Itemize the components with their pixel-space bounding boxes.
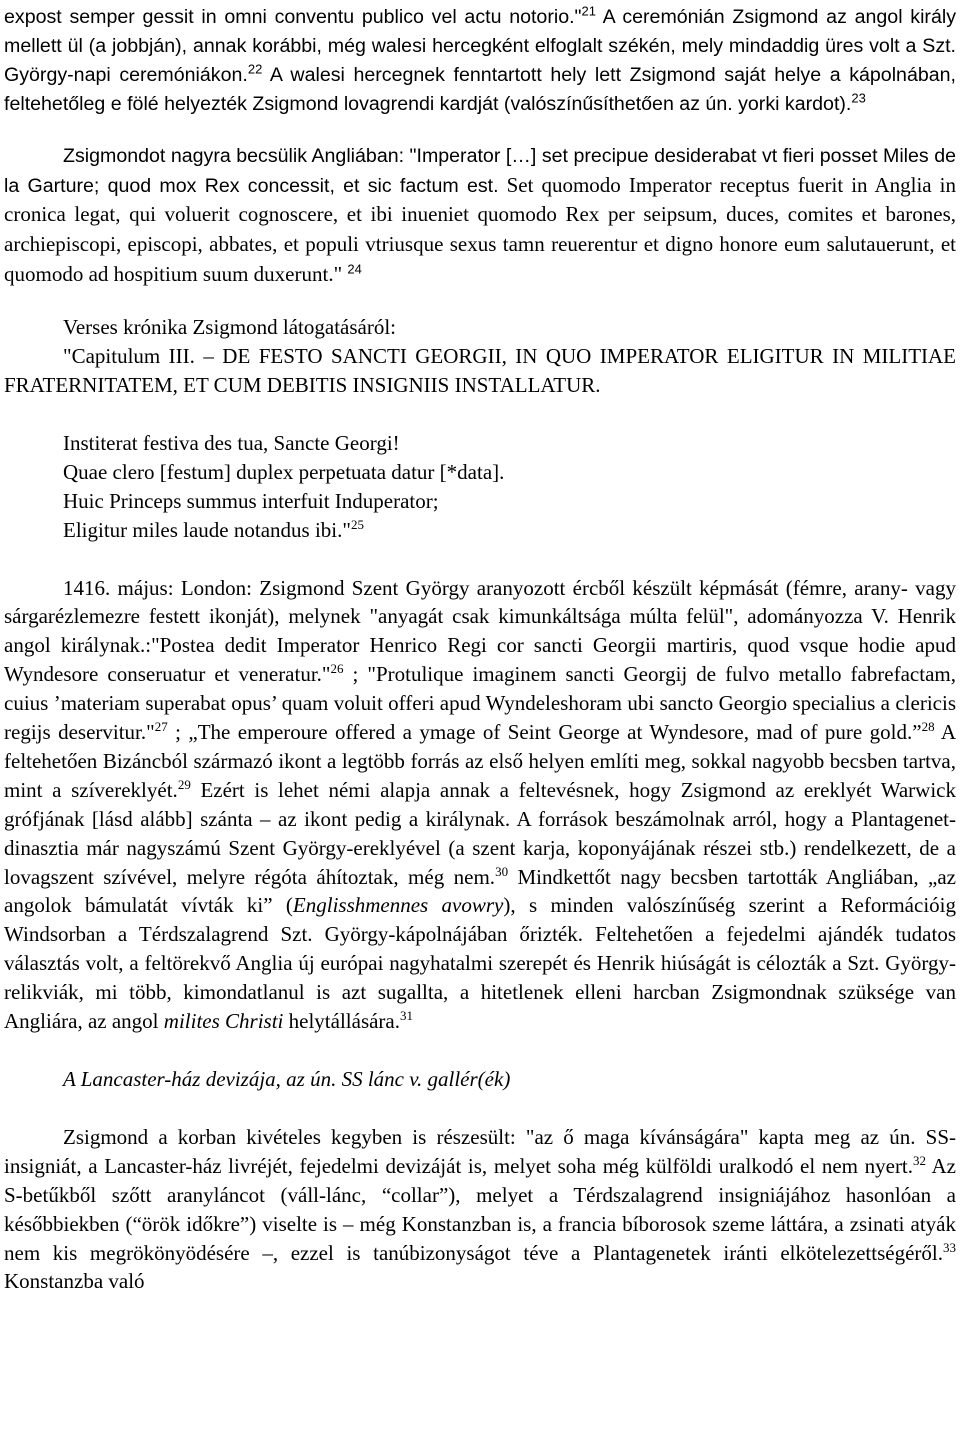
paragraph-ceremony <box>4 3 956 119</box>
ellipsis: … <box>511 144 531 167</box>
verse-block <box>4 429 956 545</box>
footnote-ref[interactable]: 21 <box>581 3 596 19</box>
heading-text: A Lancaster-ház devizája, az ún. SS lánc v. gallér(ék) <box>63 1067 511 1091</box>
footnote-ref[interactable]: 33 <box>943 1239 956 1255</box>
footnote-ref[interactable]: 32 <box>913 1152 927 1168</box>
text-segment: Verses krónika Zsigmond látogatásáról: <box>63 315 397 340</box>
text-segment: Mindkettőt nagy becsben tartották Angliában, „az angolok bámulatát vívták ki” ( <box>4 864 956 918</box>
text-segment: Az S-betűkből szőtt aranyláncot (váll-lánc, “collar”), melyet a Térdszalagrend insigniájához hasonlóan a későbbiekben (“örök időkre”) viselte is – még Konstanzban is, a francia bíborosok szeme láttára, a zsinati atyák nem kis megrökönyödésére –, ezzel is tanúbizonyságot téve a Plantagenetek iránti elkötelezettségéről. <box>4 1153 957 1265</box>
italic-text: milites Christi <box>163 1009 284 1034</box>
text-segment: ; "Protulique imaginem sancti Georgij de fulvo metallo fabrefactam, cuius ’materiam superabat opus’ quam voluit offeri apud Wyndeleshoram ubi sancto Georgio specialius a clericis regijs deservitur." <box>4 662 956 745</box>
text-segment: DE FESTO SANCTI GEORGII, IN QUO IMPERATOR ELIGITUR IN MILITIAE FRATERNITATEM, ET CUM DEBITIS INSIGNIIS INSTALLATUR. <box>4 344 957 397</box>
footnote-ref[interactable]: 31 <box>400 1008 413 1024</box>
footnote-ref[interactable]: 27 <box>154 719 168 735</box>
text-segment: expost semper gessit in omni conventu publico vel actu notorio." <box>4 6 582 28</box>
paragraph-ss-collar <box>4 1123 956 1296</box>
paragraph-icon-gift <box>4 574 956 1037</box>
footnote-ref[interactable]: 23 <box>851 90 866 106</box>
footnote-ref[interactable]: 28 <box>921 719 935 735</box>
text-segment: ), s minden valószínűség szerint a Reformációig Windsorban a Térdszalagrend Szt. György-kápolnájában őrizték. Feltehetően a fejedelmi ajándék tudatos választás volt, a feltörekvő Anglia új európai nagyhatalmi szerepét és Henrik hiúságát is célozták a Szt. György-relikviák, mi több, kimondatlanul is azt sugallta, a hitetlenek elleni harcban Zsigmondnak szüksége van Angliára, az angol <box>4 893 956 1034</box>
italic-text: Englisshmennes avowry <box>292 893 504 918</box>
footnote-ref[interactable]: 25 <box>350 516 364 532</box>
footnote-ref[interactable]: 29 <box>177 776 191 792</box>
text-segment: 1416. május: London: Zsigmond Szent György aranyozott ércből készült képmását (fémre, arany- vagy sárgarézlemezre festett ikonját), melynek "anyagát csak kimunkáltsága múlta felül", adományozza V. Henrik angol királynak.:"Postea dedit Imperator Henrico Regi cor sancti Georgii martiris, quod vsque hodie apud Wyndesore conseruatur et veneratur." <box>4 575 956 687</box>
text-segment: Konstanzba való <box>4 1269 145 1294</box>
dash: – <box>203 344 214 369</box>
text-segment: Ezért is lehet némi alapja annak a feltevésnek, hogy Zsigmond az ereklyét Warwick grófjának [lásd alább] szánta – az ikont pedig a királynak. A források beszámolnak arról, hogy a Plantagenet-dinasztia már nagyszámú Szent György-ereklyével (a szent karja, koponyájának részei stb.) rendelkezett, de a lovagszent szívével, melyre régóta áhítoztak, még nem. <box>4 777 956 889</box>
footnote-ref[interactable]: 22 <box>247 61 263 77</box>
text-segment: A walesi hercegnek fenntartott hely lett Zsigmond saját helye a kápolnában, feltehetőleg e fölé helyezték Zsigmond lovagrendi kardját (valószínűsíthetően az ún. yorki kardot). <box>4 63 956 115</box>
section-heading <box>4 1065 956 1094</box>
verse-line <box>63 516 956 545</box>
verse-line: Quae clero [festum] duplex perpetuata datur [*data]. <box>63 459 505 484</box>
text-segment: ] set precipue desiderabat vt fieri posset Miles de la Garture; quod mox Rex concessit, et sic factum est. <box>4 144 957 197</box>
text-segment: helytállására. <box>283 1009 400 1034</box>
text-segment: A feltehetően Bizáncból származó ikont a legtöbb forrás az első helyen említi meg, sokkal nagyobb becsben tartva, mint a szívereklyét. <box>4 720 956 802</box>
verse-line: Institerat festiva des tua, Sancte Georgi! <box>63 430 400 455</box>
text-segment: Eligitur miles laude notandus ibi." <box>63 517 351 542</box>
text-segment: A ceremónián Zsigmond az angol király mellett ül (a jobbján), annak korábbi, még walesi hercegként elfoglalt székén, mely mindaddig üres volt a Szt. György-napi ceremóniákon. <box>4 6 956 86</box>
footnote-ref[interactable]: 30 <box>495 863 509 879</box>
text-segment: Set quomodo Imperator receptus fuerit in Anglia in cronica legat, qui voluerit cognoscere, et ibi inueniet quomodo Rex per seipsum, duces, comites et barones, archiepiscopi, episcopi, abbates, et populi vtriusque sexus tamn reuerentur et digno honore eum salutauerunt, et quomodo ad hospitium suum duxerunt." <box>4 172 956 287</box>
text-segment: ; „The emperoure offered a ymage of Seint George at Wyndesore, mad of pure gold.” <box>167 720 922 745</box>
text-segment: "Capitulum III. <box>63 344 204 369</box>
verse-chronicle-intro <box>4 313 956 342</box>
text-segment: Zsigmondot nagyra becsülik Angliában: "Imperator [ <box>63 144 512 167</box>
verse-line: Huic Princeps summus interfuit Induperator; <box>63 488 439 513</box>
paragraph-capitulum <box>4 342 956 400</box>
text-segment: Zsigmond a korban kivételes kegyben is részesült: "az ő maga kívánságára" kapta meg az ún. SS-insigniát, a Lancaster-ház livréjét, fejedelmi devizáját is, melyet soha még külföldi uralkodó el nem nyert. <box>4 1124 956 1178</box>
footnote-ref[interactable]: 24 <box>347 261 362 277</box>
footnote-ref[interactable]: 26 <box>330 661 344 677</box>
paragraph-imperator-quote <box>4 142 956 291</box>
